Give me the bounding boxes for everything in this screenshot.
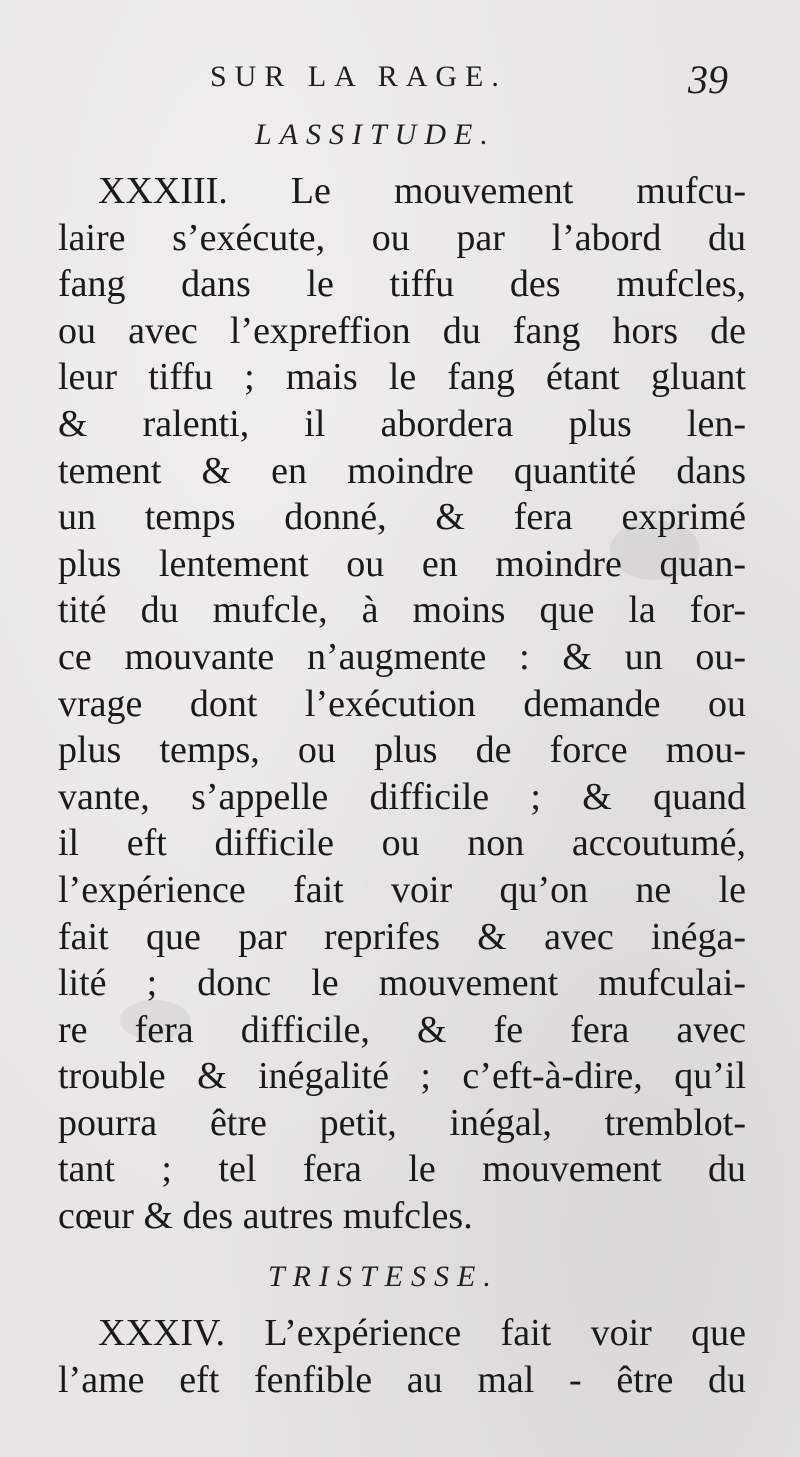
text-line: plus temps, ou plus de force mou-: [58, 729, 746, 772]
text-line: un temps donné, & fera exprimé: [58, 496, 746, 539]
text-line: pourra être petit, inégal, tremblot-: [58, 1101, 746, 1144]
text-line: il eft difficile ou non accoutumé,: [58, 822, 746, 865]
text-line: lité ; donc le mouvement mufculai-: [58, 962, 746, 1005]
section-heading-tristesse: TRISTESSE.: [268, 1260, 499, 1293]
text-line: l’expérience fait voir qu’on ne le: [58, 868, 746, 911]
text-line: tant ; tel fera le mouvement du: [58, 1148, 746, 1191]
text-line: vrage dont l’exécution demande ou: [58, 682, 746, 725]
text-line: plus lentement ou en moindre quan-: [58, 542, 746, 585]
section-heading-lassitude: LASSITUDE.: [255, 118, 496, 151]
text-line: & ralenti, il abordera plus len-: [58, 402, 746, 445]
text-line: trouble & inégalité ; c’eft-à-dire, qu’il: [58, 1055, 746, 1098]
text-line: ou avec l’expreffion du fang hors de: [58, 309, 746, 352]
text-line: vante, s’appelle difficile ; & quand: [58, 775, 746, 818]
text-line: fang dans le tiffu des mufcles,: [58, 263, 746, 306]
paragraph-xxxiii: [58, 168, 746, 1240]
text-line: XXXIII. Le mouvement mufcu-: [98, 170, 746, 212]
text-line: fait que par reprifes & avec inéga-: [58, 915, 746, 958]
paragraph-xxxiv: [58, 1310, 746, 1403]
text-line: tité du mufcle, à moins que la for-: [58, 589, 746, 632]
text-line: cœur & des autres mufcles.: [58, 1195, 473, 1238]
text-line: leur tiffu ; mais le fang étant gluant: [58, 356, 746, 399]
text-line: tement & en moindre quantité dans: [58, 449, 746, 492]
text-line: laire s’exécute, ou par l’abord du: [58, 216, 746, 259]
text-line: re fera difficile, & fe fera avec: [58, 1008, 746, 1051]
text-line: l’ame eft fenfible au mal - être du: [58, 1358, 746, 1401]
text-line: XXXIV. L’expérience fait voir que: [98, 1312, 746, 1354]
running-head: SUR LA RAGE.: [210, 60, 507, 93]
page-number: 39: [688, 57, 728, 102]
text-line: ce mouvante n’augmente : & un ou-: [58, 635, 746, 678]
